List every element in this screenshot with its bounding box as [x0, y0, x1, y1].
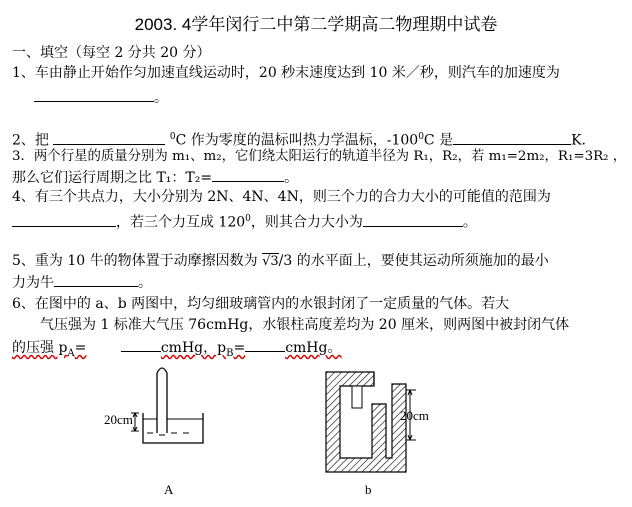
question-3-line-2 [12, 168, 298, 187]
figure-a-caption: A [164, 482, 174, 497]
degree-superscript-4: 0 [245, 214, 251, 224]
answer-blank-8[interactable] [121, 338, 161, 352]
question-5-line-2 [12, 273, 152, 292]
question-2-part-3: C 是 [423, 132, 454, 149]
answer-blank-5[interactable] [12, 213, 116, 227]
period-mark-3: 。 [284, 170, 299, 186]
question-5-text: 力为牛 [12, 275, 54, 291]
degree-superscript: 0 [169, 132, 176, 142]
figure-b-height-label: 20cm [400, 408, 429, 423]
pressure-a-label: 的压强 $p_A=$ [12, 340, 87, 359]
pressure-b-unit: cmHg。 [285, 340, 342, 356]
question-5-line-1 [12, 252, 549, 271]
degree-superscript-2: 0 [418, 132, 424, 142]
answer-blank-4[interactable] [212, 168, 284, 182]
period-mark-1: 。 [154, 90, 168, 106]
pressure-a-unit: cmHg，$p_B=$ [160, 340, 246, 359]
answer-blank-3[interactable] [453, 131, 571, 145]
question-5-part-a: 5、重为 10 牛的物体置于动摩擦因数为 [12, 253, 258, 269]
question-3-line-1: 3．两个行星的质量分别为 m₁、m₂，它们绕太阳运行的轨道半径为 R₁，R₂，若 m₁=2m₂，R₁=3R₂ ， [12, 149, 627, 164]
question-4-part-a: ，若三个力互成 120 [116, 214, 246, 231]
period-mark-5: 。 [138, 275, 152, 291]
kelvin-unit: K. [571, 132, 587, 149]
section-heading: 一、填空（每空 2 分共 20 分） [12, 45, 211, 61]
period-mark-4: 。 [462, 214, 477, 231]
question-6-line-2: 气压强为 1 标准大气压 76cmHg，水银柱高度差均为 20 厘米，则两图中被封闭气体 [40, 317, 570, 333]
question-4-part-b: ，则其合力大小为 [250, 214, 363, 231]
answer-blank-1[interactable] [34, 88, 154, 102]
question-4-line-2 [12, 210, 477, 232]
question-4-line-1: 4、有三个共点力，大小分别为 2N、4N、4N，则三个力的合力大小的可能值的范围为 [12, 189, 551, 205]
question-2-part-1: 2、把 [12, 132, 49, 149]
figure-a-height-label: 20cm [104, 412, 133, 427]
question-6-line-1: 6、在图中的 a、b 两图中，均匀细玻璃管内的水银封闭了一定质量的气体。若大 [12, 296, 510, 312]
answer-blank-2[interactable] [53, 131, 165, 145]
page-title: 2003. 4学年闵行二中第二学期高二物理期中试卷 [134, 15, 498, 34]
question-3-text: 那么它们运行周期之比 T₁：T₂= [12, 170, 213, 186]
answer-blank-9[interactable] [245, 338, 285, 352]
question-2-text [12, 128, 586, 150]
answer-blank-7[interactable] [54, 273, 138, 287]
answer-blank-6[interactable] [363, 213, 463, 227]
sqrt-three: √3 [262, 254, 279, 269]
question-1-answer-row [34, 88, 168, 107]
question-1-text: 1、车由静止开始作匀加速直线运动时，20 秒末速度达到 10 米／秒，则汽车的加速度为 [12, 65, 560, 81]
figure-b-caption: b [365, 482, 372, 497]
question-5-part-b: /3 的水平面上，要使其运动所须施加的最小 [278, 253, 549, 269]
question-2-part-2: C 作为零度的温标叫热力学温标，-100 [175, 132, 419, 149]
